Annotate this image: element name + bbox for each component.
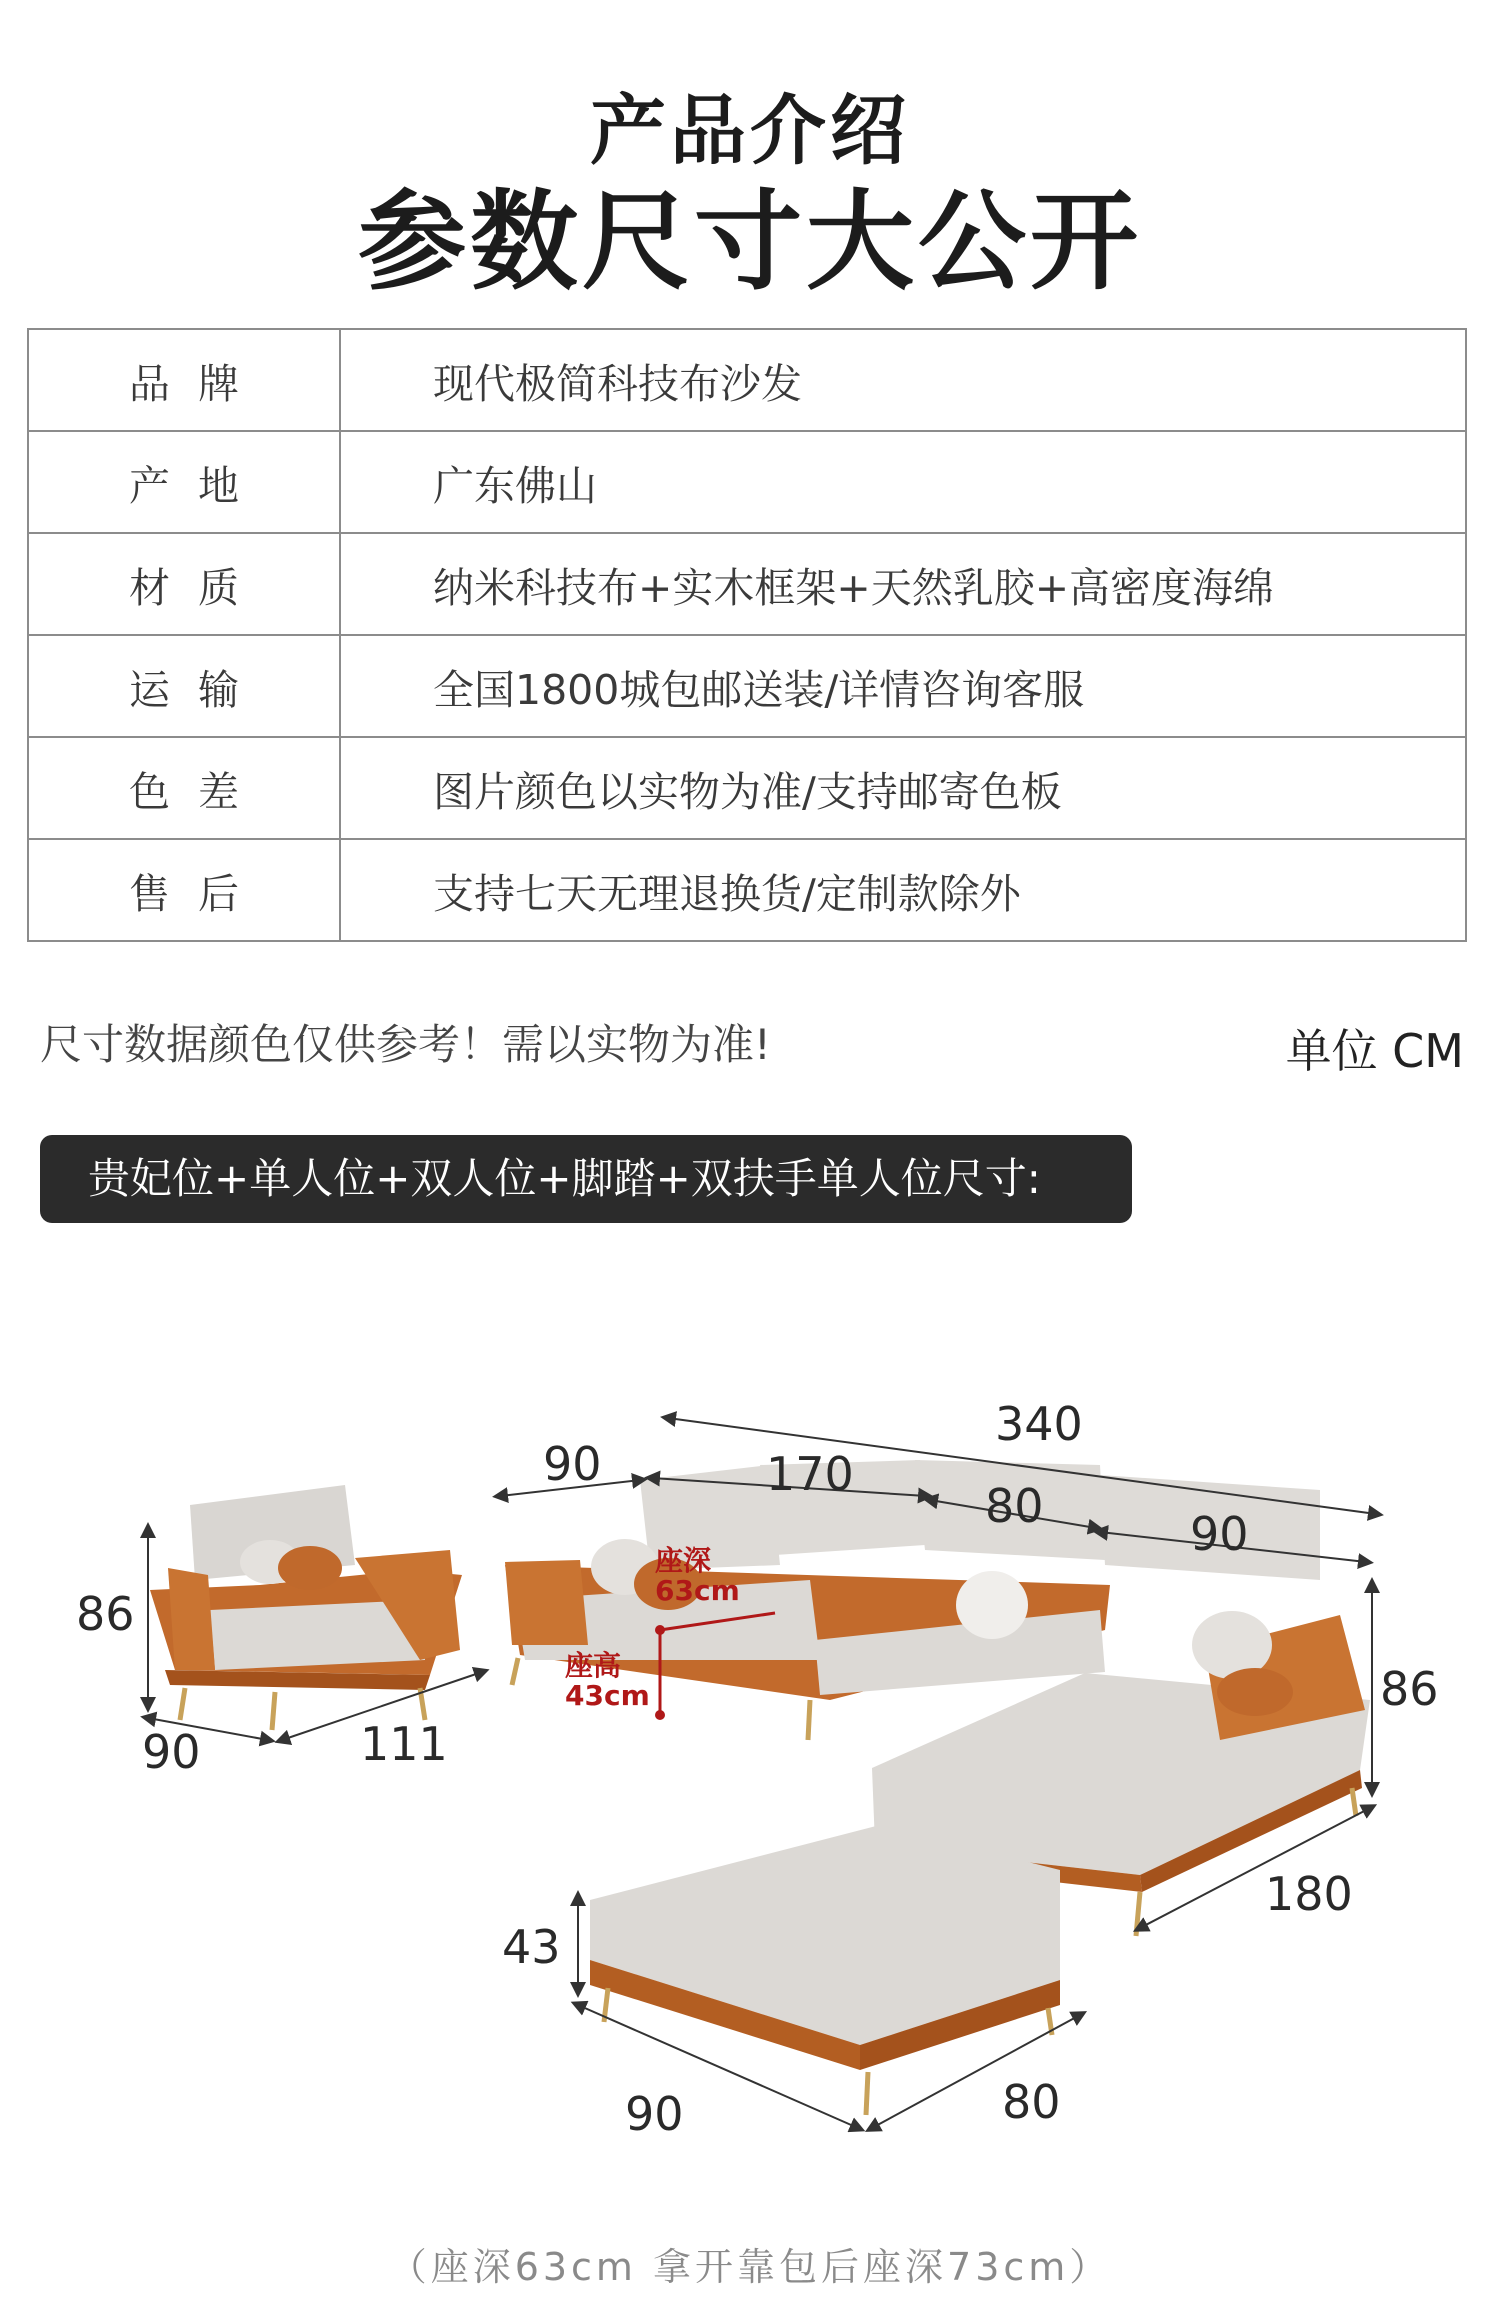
- chaise-seat-label: 80: [985, 1479, 1044, 1533]
- spec-table: [27, 328, 1467, 942]
- spec-value: 现代极简科技布沙发: [340, 329, 1466, 431]
- spec-label: 品牌: [28, 329, 340, 431]
- spec-label: 色差: [28, 737, 340, 839]
- middle-seat-label: 170: [766, 1447, 854, 1501]
- unit-label: 单位 CM: [1285, 1024, 1464, 1078]
- page-subtitle: 参数尺寸大公开: [357, 180, 1142, 305]
- armchair-width-label: 111: [360, 1717, 448, 1771]
- table-row: [28, 533, 1466, 635]
- ottoman-height-label: 43: [502, 1920, 561, 1974]
- armchair-illustration: [150, 1485, 462, 1730]
- spec-value: 支持七天无理退换货/定制款除外: [340, 839, 1466, 941]
- left-seat-label: 90: [543, 1437, 602, 1491]
- right-seat-label: 90: [1190, 1507, 1249, 1561]
- table-row: [28, 635, 1466, 737]
- spec-value: 全国1800城包邮送装/详情咨询客服: [340, 635, 1466, 737]
- ottoman-width-label: 90: [625, 2087, 684, 2141]
- section-banner: 贵妃位+单人位+双人位+脚踏+双扶手单人位尺寸:: [40, 1135, 1132, 1223]
- table-row: [28, 737, 1466, 839]
- size-disclaimer: 尺寸数据颜色仅供参考！需以实物为准!: [40, 1020, 771, 1069]
- ottoman-depth-label: 80: [1002, 2075, 1061, 2129]
- seat-depth-caption: 座深: [655, 1544, 712, 1577]
- sofa-height-label: 86: [1380, 1662, 1439, 1716]
- chaise-length-label: 180: [1265, 1867, 1353, 1921]
- spec-value: 纳米科技布+实木框架+天然乳胶+高密度海绵: [340, 533, 1466, 635]
- seat-height-value: 43cm: [565, 1679, 650, 1712]
- spec-value: 广东佛山: [340, 431, 1466, 533]
- page-title: 产品介绍: [590, 86, 910, 175]
- seat-depth-value: 63cm: [655, 1574, 740, 1607]
- spec-label: 产地: [28, 431, 340, 533]
- table-row: [28, 329, 1466, 431]
- armchair-height-label: 86: [76, 1587, 135, 1641]
- armchair-depth-label: 90: [142, 1725, 201, 1779]
- seat-height-caption: 座高: [565, 1649, 622, 1682]
- table-row: [28, 839, 1466, 941]
- seat-height-dot: [655, 1710, 665, 1720]
- spec-value: 图片颜色以实物为准/支持邮寄色板: [340, 737, 1466, 839]
- total-width-label: 340: [995, 1397, 1083, 1451]
- spec-label: 运输: [28, 635, 340, 737]
- sofa-dimension-diagram: [0, 1300, 1500, 2220]
- ottoman-illustration: [590, 1825, 1060, 2115]
- table-row: [28, 431, 1466, 533]
- spec-label: 材质: [28, 533, 340, 635]
- spec-label: 售后: [28, 839, 340, 941]
- footer-note: （座深63cm 拿开靠包后座深73cm）: [388, 2245, 1112, 2289]
